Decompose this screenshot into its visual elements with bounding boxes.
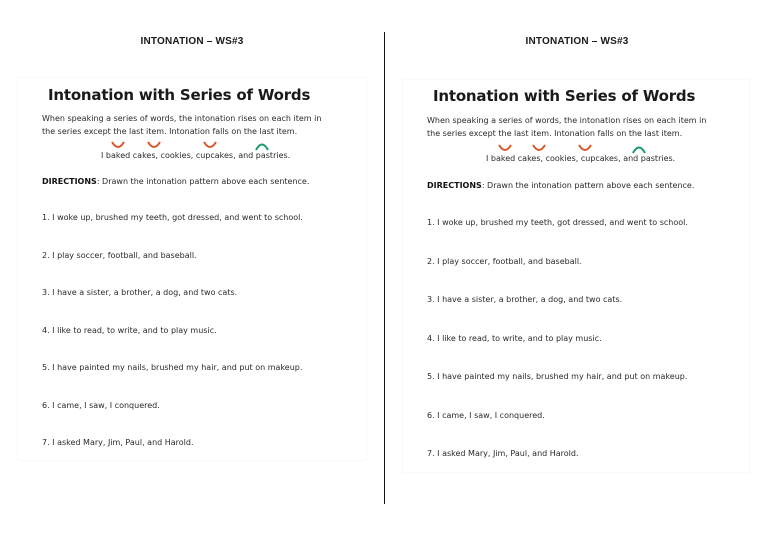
directions-text: : Drawn the intonation pattern above each sentence.	[481, 181, 695, 190]
exercise-item: 7. I asked Mary, Jim, Paul, and Harold.	[427, 449, 579, 458]
intro-line: the series except the last item. Intonation falls on the last item.	[42, 127, 298, 136]
directions-label: DIRECTIONS	[42, 177, 97, 186]
rise-arc-icon	[112, 142, 124, 147]
rise-arc-icon	[533, 145, 545, 150]
exercise-item: 4. I like to read, to write, and to play music.	[427, 333, 602, 343]
rise-arc-icon	[148, 142, 160, 147]
intro-text	[42, 112, 342, 138]
exercise-item: 1. I woke up, brushed my teeth, got dressed, and went to school.	[427, 218, 688, 227]
intro-line: When speaking a series of words, the intonation rises on each item in	[427, 116, 707, 125]
rise-arc-icon	[204, 142, 216, 147]
intro-line: the series except the last item. Intonation falls on the last item.	[427, 129, 683, 138]
exercise-item: 2. I play soccer, football, and baseball.	[42, 250, 197, 260]
fall-arc-icon	[256, 145, 268, 151]
rise-arc-icon	[499, 145, 511, 150]
directions-text: : Drawn the intonation pattern above each sentence.	[96, 177, 310, 186]
exercise-item: 6. I came, I saw, I conquered.	[42, 400, 160, 410]
fall-arc-icon	[633, 148, 645, 154]
directions	[427, 181, 694, 190]
exercise-item: 2. I play soccer, football, and baseball.	[427, 256, 582, 266]
exercise-item: 5. I have painted my nails, brushed my hair, and put on makeup.	[42, 363, 303, 372]
exercise-item: 3. I have a sister, a brother, a dog, and two cats.	[427, 295, 623, 304]
worksheet-heading: Intonation with Series of Words	[48, 86, 311, 104]
exercise-item: 6. I came, I saw, I conquered.	[427, 410, 545, 420]
intro-line: When speaking a series of words, the intonation rises on each item in	[42, 114, 322, 123]
directions-label: DIRECTIONS	[427, 181, 482, 190]
exercise-item: 3. I have a sister, a brother, a dog, and two cats.	[42, 288, 238, 297]
exercise-item: 4. I like to read, to write, and to play music.	[42, 325, 217, 335]
exercise-item: 1. I woke up, brushed my teeth, got dressed, and went to school.	[42, 213, 303, 222]
worksheet-right	[385, 0, 768, 543]
worksheet-heading: Intonation with Series of Words	[433, 87, 696, 105]
exercise-list	[427, 218, 688, 488]
intro-text	[427, 114, 729, 140]
example-sentence: I baked cakes, cookies, cupcakes, and pastries.	[101, 151, 291, 160]
directions	[42, 177, 309, 186]
exercise-item: 5. I have painted my nails, brushed my hair, and put on makeup.	[427, 372, 688, 381]
exercise-item: 7. I asked Mary, Jim, Paul, and Harold.	[42, 438, 194, 447]
exercise-list	[42, 213, 303, 476]
example-sentence: I baked cakes, cookies, cupcakes, and pastries.	[486, 154, 676, 163]
rise-arc-icon	[579, 145, 591, 150]
worksheet-title: INTONATION – WS#3	[525, 36, 629, 47]
worksheet-title: INTONATION – WS#3	[140, 36, 244, 47]
